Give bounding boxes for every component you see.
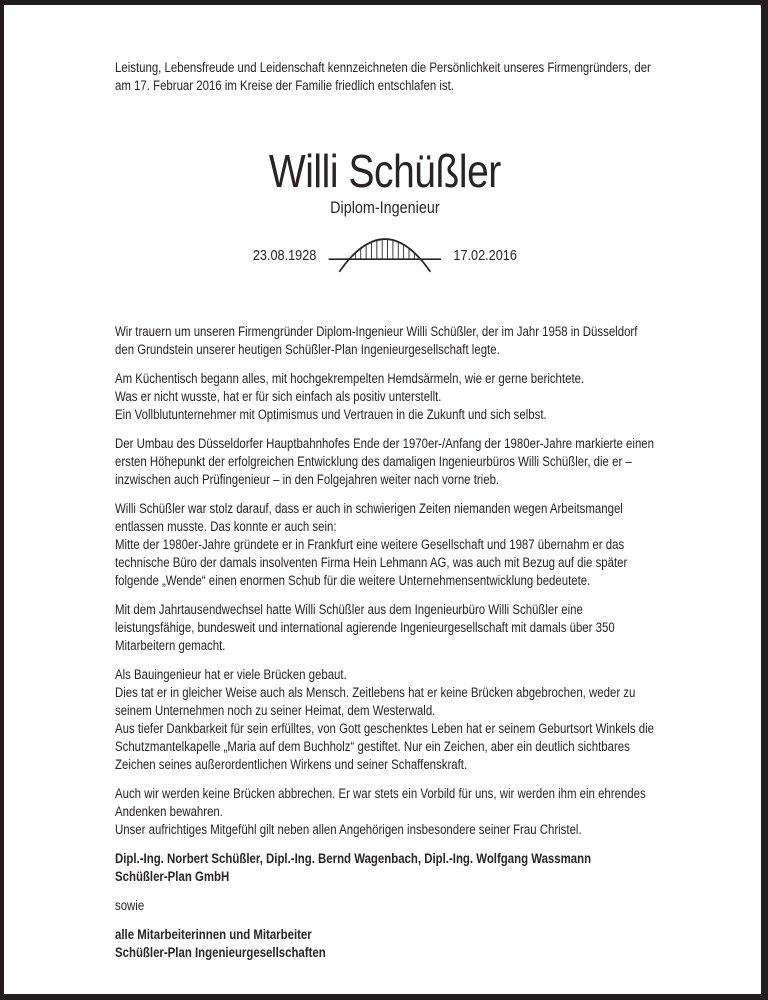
paragraph-line: Mit dem Jahrtausendwechsel hatte Willi Schüßler aus dem Ingenieurbüro Willi Schüßler eine leistungsfähige, bundesweit und international agierende Ingenieurgesellschaft mit damals über 350 Mitarbeitern gemacht. [115,601,615,653]
paragraph [115,926,655,962]
paragraph-line: sowie [115,897,145,913]
birth-date: 23.08.1928 [252,246,317,264]
paragraph [115,435,655,489]
obituary-content [4,5,761,973]
bridge-icon [322,237,447,275]
paragraph-line: Willi Schüßler war stolz darauf, dass er auch in schwierigen Zeiten niemanden wegen Arbeitsmangel entlassen musste. Das konnte er auch sein: [115,500,623,534]
text-column [115,59,655,962]
paragraph-line: alle Mitarbeiterinnen und Mitarbeiter [115,926,312,942]
deceased-title: Diplom-Ingenieur [330,197,440,217]
deceased-name: Willi Schüßler [268,144,501,197]
paragraph-line: Ein Vollblutunternehmer mit Optimismus und Vertrauen in die Zukunft und sich selbst. [115,406,547,422]
paragraph-line: Schüßler-Plan GmbH [115,868,230,884]
paragraph [115,500,655,590]
paragraph-line: Als Bauingenieur hat er viele Brücken gebaut. [115,666,347,682]
paragraph-line: Mitte der 1980er-Jahre gründete er in Frankfurt eine weitere Gesellschaft und 1987 übernahm er das technische Büro der damals insolventen Firma Hein Lehmann AG, was auch mit Bezug auf die später folgende „Wende“ einen enormen Schub für die weitere Unternehmensentwicklung bedeutete. [115,536,628,588]
paragraph-line: Auch wir werden keine Brücken abbrechen. Er war stets ein Vorbild für uns, wir werden ihm ein ehrendes Andenken bewahren. [115,785,646,819]
paragraph-line: Schüßler-Plan Ingenieurgesellschaften [115,944,326,960]
paragraph-line: Aus tiefer Dankbarkeit für sein erfülltes, von Gott geschenktes Leben hat er seinem Geburtsort Winkels die Schutzmantelkapelle „Maria auf dem Buchholz“ gestiftet. Nur ein Zeichen, aber ein deutlich sichtbares Zeichen seines außerordentlichen Wirkens und seiner Schaffenskraft. [115,720,654,772]
paragraph-line: Dipl.-Ing. Norbert Schüßler, Dipl.-Ing. Bernd Wagenbach, Dipl.-Ing. Wolfgang Wassmann [115,850,592,866]
obituary-paragraphs [115,323,655,962]
paragraph-line: Der Umbau des Düsseldorfer Hauptbahnhofes Ende der 1970er-/Anfang der 1980er-Jahre markierte einen ersten Höhepunkt der erfolgreichen Entwicklung des damaligen Ingenieurbüros Willi Schüßler, die er – inzwischen auch Prüfingenieur – in den Folgejahren weiter nach vorne trieb. [115,435,655,487]
paragraph-line: Unser aufrichtiges Mitgefühl gilt neben allen Angehörigen insbesondere seiner Frau Christel. [115,821,582,837]
paragraph [115,785,655,839]
paragraph [115,601,655,655]
paragraph [115,666,655,774]
paragraph-line: Wir trauern um unseren Firmengründer Diplom-Ingenieur Willi Schüßler, der im Jahr 1958 in Düsseldorf den Grundstein unserer heutigen Schüßler-Plan Ingenieurgesellschaft legte. [115,323,638,357]
paragraph-line: Am Küchentisch begann alles, mit hochgekrempelten Hemdsärmeln, wie er gerne berichtete. [115,370,585,386]
memorial-header [115,144,655,275]
paragraph [115,323,655,359]
paragraph-line: Was er nicht wusste, hat er für sich einfach als positiv unterstellt. [115,388,442,404]
paragraph [115,370,655,424]
intro-text: Leistung, Lebensfreude und Leidenschaft kennzeichneten die Persönlichkeit unseres Firmengründers, der am 17. Februar 2016 im Kreise der Familie friedlich entschlafen ist. [115,59,651,93]
lifespan-row [115,237,655,275]
paragraph [115,897,655,915]
paragraph-line: Dies tat er in gleicher Weise auch als Mensch. Zeitlebens hat er keine Brücken abgebrochen, weder zu seinem Unternehmen noch zu seiner Heimat, dem Westerwald. [115,684,636,718]
death-date: 17.02.2016 [453,246,517,264]
paragraph [115,850,655,886]
